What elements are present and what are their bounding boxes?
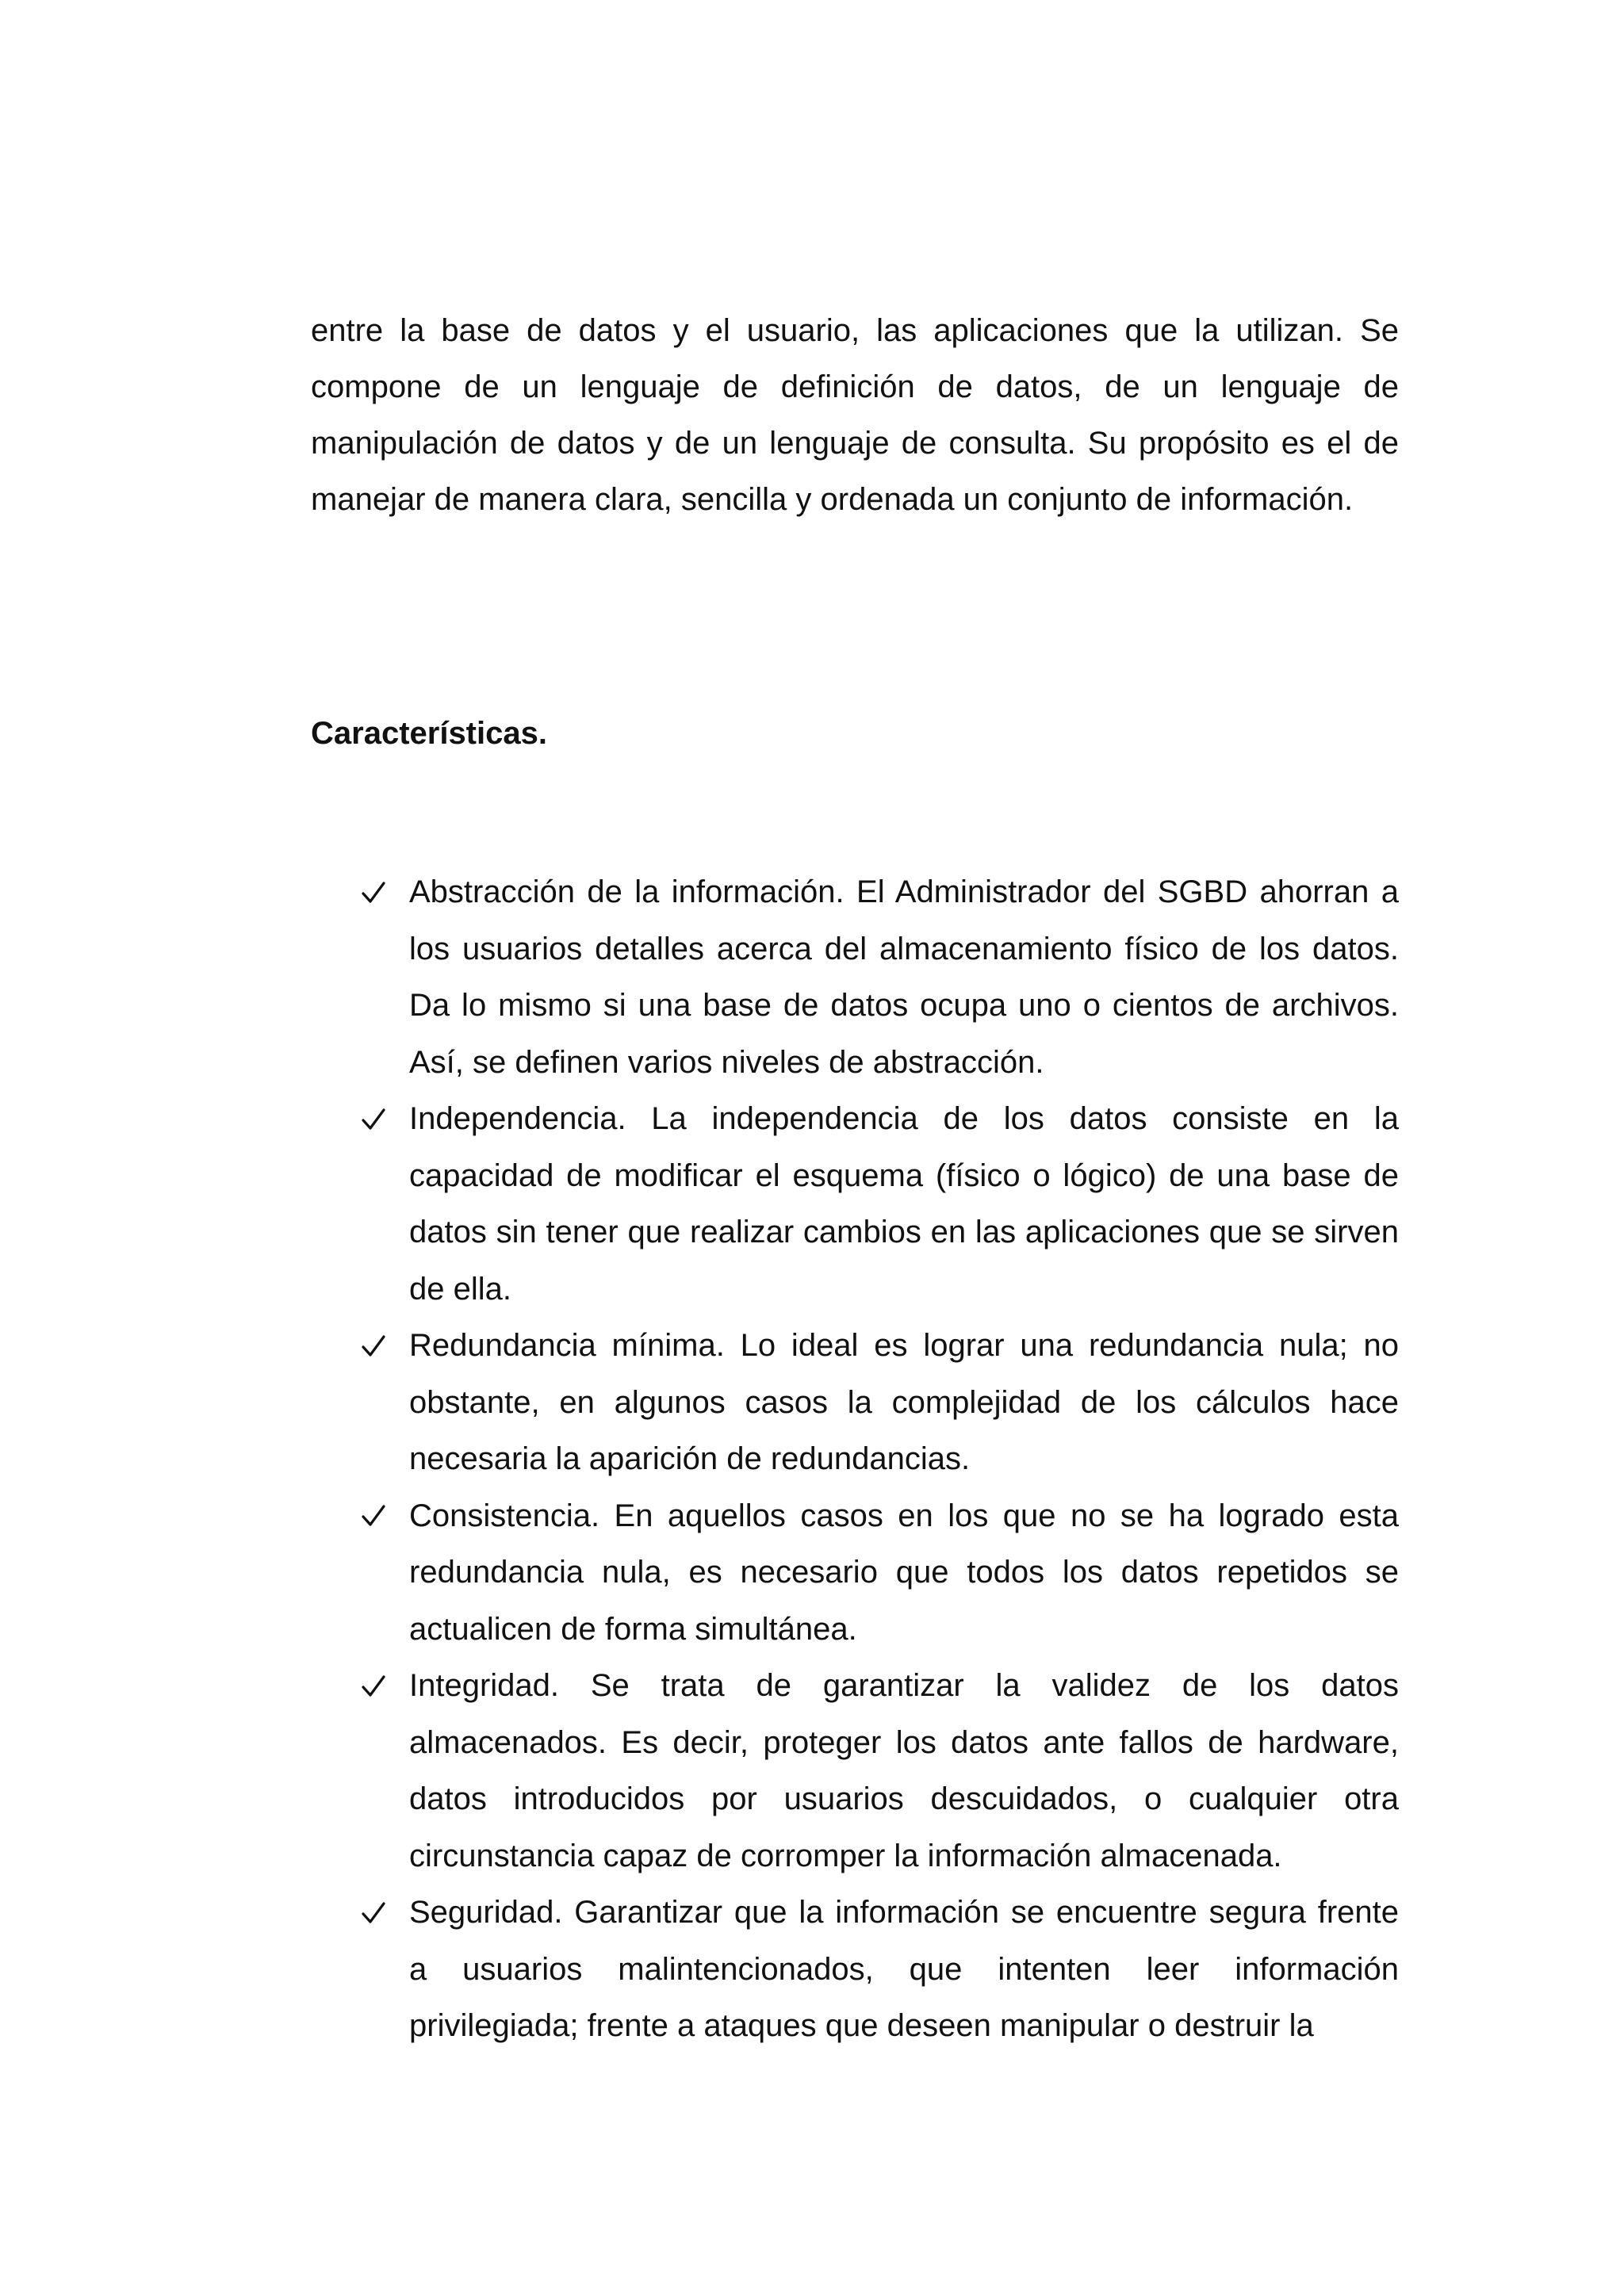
section-heading: Características. [311, 716, 547, 751]
check-icon [362, 1658, 389, 1714]
check-icon [362, 1885, 389, 1941]
list-item-text: Consistencia. En aquellos casos en los que no se ha logrado esta redundancia nula, es necesario que todos los datos repetidos se actualicen de forma simultánea. [409, 1498, 1399, 1647]
list-item-abstraccion [311, 864, 1399, 1091]
list-item-text: Integridad. Se trata de garantizar la validez de los datos almacenados. Es decir, proteger los datos ante fallos de hardware, datos introducidos por usuarios descuidados, o cualquier otra circunstancia capaz de corromper la información almacenada. [409, 1668, 1399, 1873]
list-item-consistencia [311, 1488, 1399, 1659]
list-item-seguridad [311, 1885, 1399, 2055]
list-item-text: Independencia. La independencia de los datos consiste en la capacidad de modificar el esquema (físico o lógico) de una base de datos sin tener que realizar cambios en las aplicaciones que se sirven de ella. [409, 1101, 1399, 1307]
list-item-integridad [311, 1658, 1399, 1885]
list-item-redundancia [311, 1318, 1399, 1488]
check-icon [362, 1488, 389, 1544]
characteristics-list [311, 864, 1399, 2055]
intro-paragraph: entre la base de datos y el usuario, las aplicaciones que la utilizan. Se compone de un lenguaje de definición de datos, de un lenguaje de manipulación de datos y de un lenguaje de consulta. Su propósito es el de manejar de manera clara, sencilla y ordenada un conjunto de información. [311, 313, 1399, 517]
list-item-text: Abstracción de la información. El Administrador del SGBD ahorran a los usuarios detalles acerca del almacenamiento físico de los datos. Da lo mismo si una base de datos ocupa uno o cientos de archivos. Así, se definen varios niveles de abstracción. [409, 874, 1399, 1080]
list-item-independencia [311, 1091, 1399, 1318]
check-icon [362, 1091, 389, 1147]
list-item-text: Redundancia mínima. Lo ideal es lograr una redundancia nula; no obstante, en algunos casos la complejidad de los cálculos hace necesaria la aparición de redundancias. [409, 1328, 1399, 1476]
check-icon [362, 864, 389, 920]
list-item-text: Seguridad. Garantizar que la información se encuentre segura frente a usuarios malintencionados, que intenten leer información privilegiada; frente a ataques que deseen manipular o destruir la [409, 1895, 1399, 2043]
check-icon [362, 1318, 389, 1374]
